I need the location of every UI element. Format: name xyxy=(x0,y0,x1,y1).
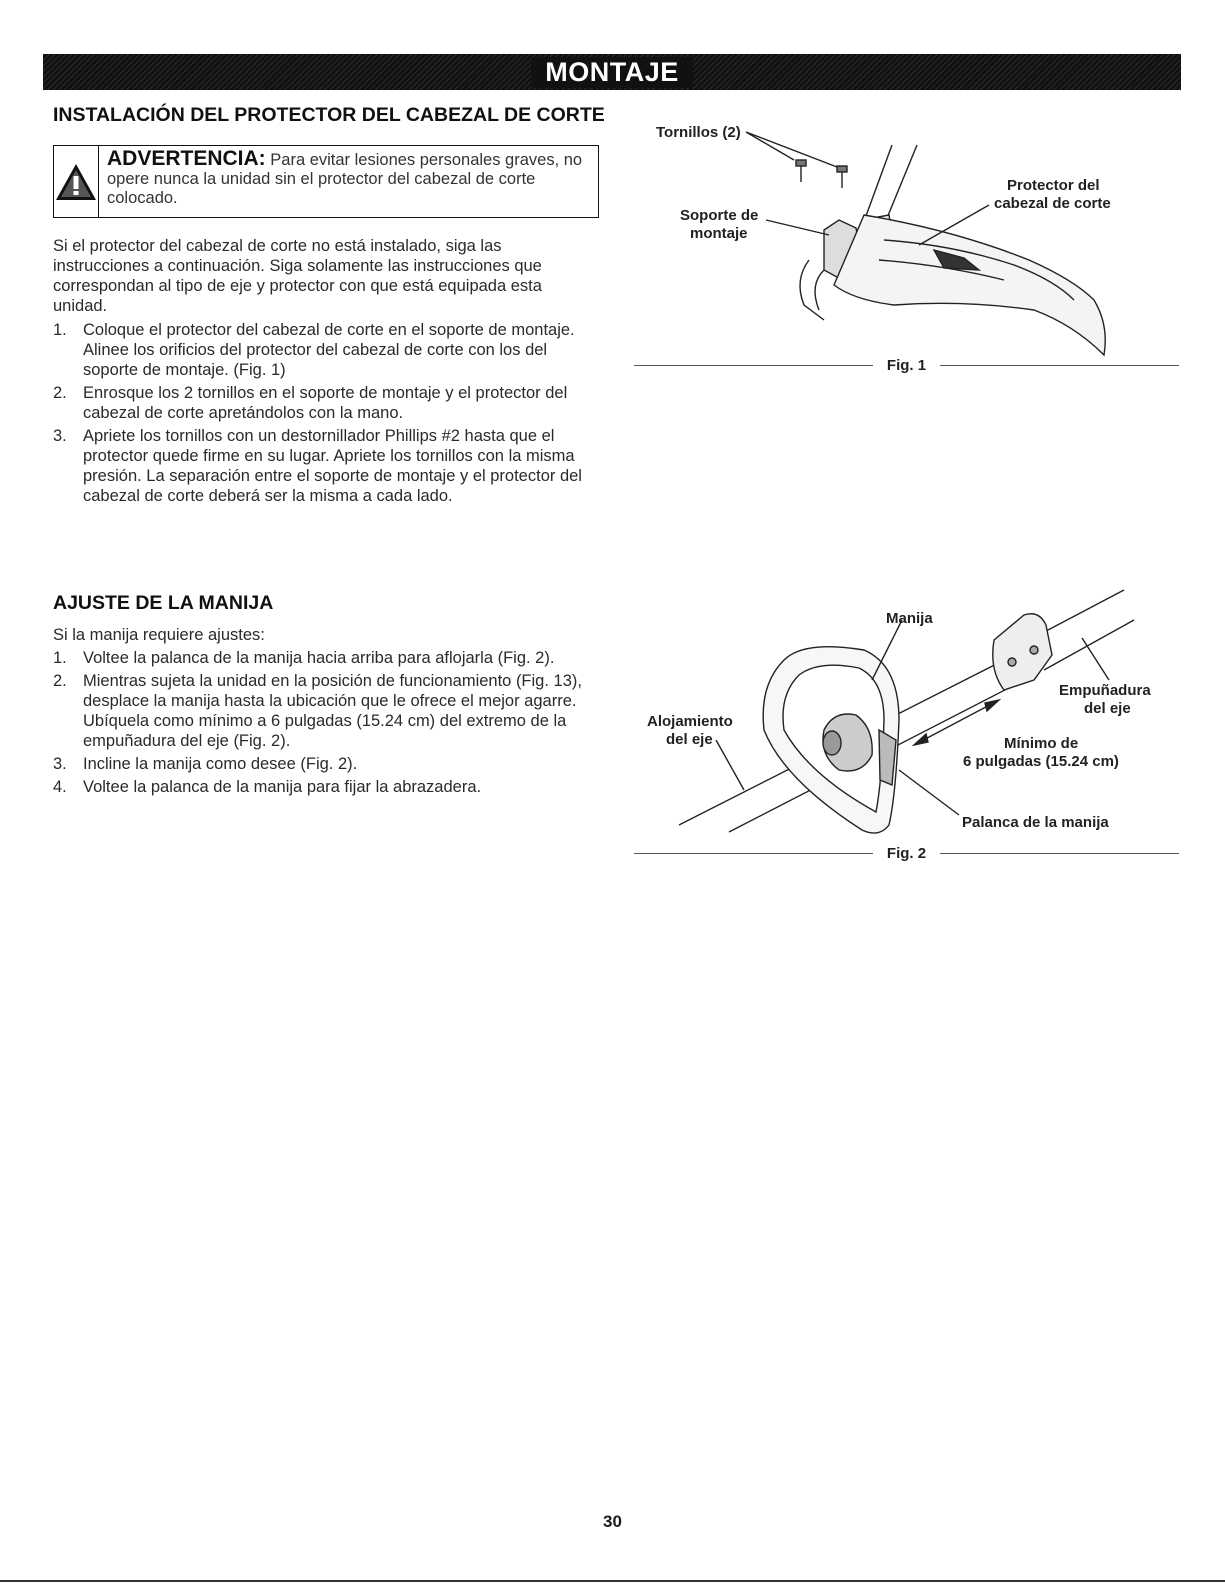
warning-label: ADVERTENCIA: xyxy=(107,147,266,170)
screw-icon xyxy=(837,166,847,188)
fig2-label-housing-2: del eje xyxy=(666,731,713,748)
list-item: 2. Enrosque los 2 tornillos en el soporte de montaje y el protector del cabezal de corte apretándolos con la mano. xyxy=(53,384,568,422)
warning-box xyxy=(53,145,599,218)
section-banner xyxy=(43,54,1181,90)
section-title-handle: AJUSTE DE LA MANIJA xyxy=(53,592,274,614)
fig2-label-grip-1: Empuñadura xyxy=(1059,682,1151,699)
fig2-label-handle: Manija xyxy=(886,610,933,627)
figure-1-illustration xyxy=(634,110,1179,370)
bottom-rule xyxy=(0,1580,1225,1582)
handle-steps-list xyxy=(53,648,603,800)
figure-2-caption: Fig. 2 xyxy=(886,844,927,862)
fig2-label-housing-1: Alojamiento xyxy=(647,713,733,730)
section-title-guard: INSTALACIÓN DEL PROTECTOR DEL CABEZAL DE CORTE xyxy=(53,104,605,126)
fig1-label-guard-1: Protector del xyxy=(1007,177,1100,194)
figure-2-illustration xyxy=(634,580,1179,845)
list-item: 3. Incline la manija como desee (Fig. 2). xyxy=(53,755,358,773)
fig1-label-bracket-1: Soporte de xyxy=(680,207,759,224)
list-item: 4. Voltee la palanca de la manija para fijar la abrazadera. xyxy=(53,778,482,796)
warning-message: Para evitar lesiones personales graves, no opere nunca la unidad sin el protector del cabezal de corte colocado. xyxy=(107,151,583,207)
figure-2-caption-row xyxy=(634,843,1179,863)
list-item: 2. Mientras sujeta la unidad en la posición de funcionamiento (Fig. 13), desplace la manija hasta la ubicación que le ofrece el mejor agarre. Ubíquela como mínimo a 6 pulgadas (15.24 cm) del extremo de la empuñadura del eje (Fig. 2). xyxy=(53,672,582,750)
fig1-label-screws: Tornillos (2) xyxy=(656,124,741,141)
page-number: 30 xyxy=(603,1512,622,1531)
figure-1-caption-row xyxy=(634,355,1179,375)
banner-title: MONTAJE xyxy=(531,57,693,88)
fig2-label-lever: Palanca de la manija xyxy=(962,814,1109,831)
fig1-label-guard-2: cabezal de corte xyxy=(994,195,1111,212)
warning-triangle-icon xyxy=(54,162,98,202)
guard-steps-list xyxy=(53,320,603,509)
fig2-label-grip-2: del eje xyxy=(1084,700,1131,717)
fig1-label-bracket-2: montaje xyxy=(690,225,748,242)
figure-1-caption: Fig. 1 xyxy=(886,356,927,374)
screw-icon xyxy=(796,160,806,182)
list-item: 1. Coloque el protector del cabezal de corte en el soporte de montaje. Alinee los orificios del protector del cabezal de corte con los del soporte de montaje. (Fig. 1) xyxy=(53,321,575,379)
fig2-label-min-1: Mínimo de xyxy=(1004,735,1079,752)
handle-intro: Si la manija requiere ajustes: xyxy=(53,626,265,644)
warning-text-block xyxy=(99,146,598,217)
list-item: 1. Voltee la palanca de la manija hacia arriba para aflojarla (Fig. 2). xyxy=(53,649,555,667)
guard-intro: Si el protector del cabezal de corte no está instalado, siga las instrucciones a continuación. Siga solamente las instrucciones que correspondan al tipo de eje y protector con que está equipada esta unidad. xyxy=(53,237,542,315)
warning-icon-cell xyxy=(54,146,99,217)
list-item: 3. Apriete los tornillos con un destornillador Phillips #2 hasta que el protector quede firme en su lugar. Apriete los tornillos con la misma presión. La separación entre el soporte de montaje y el protector del cabezal de corte deberá ser la misma a cada lado. xyxy=(53,427,582,505)
fig2-label-min-2: 6 pulgadas (15.24 cm) xyxy=(963,753,1119,770)
